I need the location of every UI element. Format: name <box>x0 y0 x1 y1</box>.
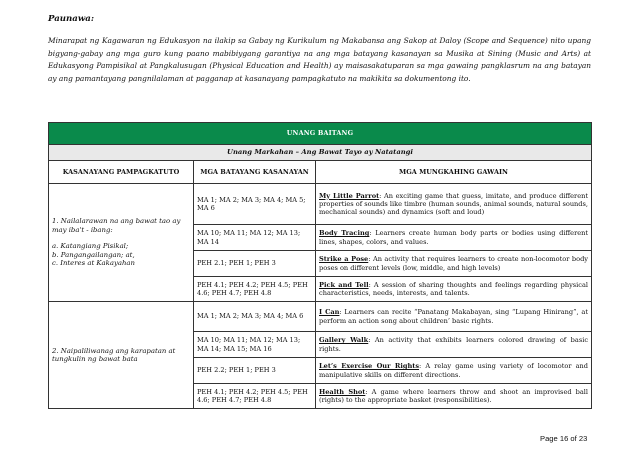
column-header-activities: MGA MUNGKAHING GAWAIN <box>316 161 592 184</box>
activity-title: I Can <box>319 308 340 317</box>
skill-codes-cell: MA 10; MA 11; MA 12; MA 13; MA 14; MA 15; MA 16 <box>194 332 316 358</box>
skill-codes-cell: MA 1; MA 2; MA 3; MA 4; MA 6 <box>194 302 316 332</box>
column-header-skills: MGA BATAYANG KASANAYAN <box>194 161 316 184</box>
activity-title: Gallery Walk <box>319 336 369 345</box>
activity-description: : Learners create human body parts or bodies using different lines, shapes, colors, and values. <box>319 229 589 246</box>
activity-description: : An activity that requires learners to create non-locomotor body poses on different levels (low, middle, and high levels) <box>319 255 589 272</box>
quarter-header-row <box>49 145 592 161</box>
page-number: Page 16 of 23 <box>540 434 588 443</box>
grade-title: UNANG BAITANG <box>49 123 592 145</box>
table-row <box>49 184 592 225</box>
skill-codes-cell: PEH 2.1; PEH 1; PEH 3 <box>194 251 316 277</box>
activity-title: Let’s Exercise Our Rights <box>319 362 420 371</box>
activity-cell <box>316 332 592 358</box>
activity-description: : A relay game using variety of locomotor and manipulative skills on different directions. <box>319 362 589 379</box>
activity-description: : A game where learners throw and shoot an improvised ball (rights) to the appropriate basket (responsibilities). <box>319 387 589 404</box>
table-row <box>49 302 592 332</box>
competency-table <box>48 122 592 409</box>
activity-description: : A session of sharing thoughts and feelings regarding physical characteristics, needs, interests, and talents. <box>319 280 589 297</box>
activity-cell <box>316 302 592 332</box>
competency-text: c. Interes at Kakayahan <box>52 259 135 268</box>
grade-header-row <box>49 123 592 145</box>
column-header-row <box>49 161 592 184</box>
competency-text: b. Pangangailangan; at, <box>52 250 135 259</box>
activity-description: : An activity that exhibits learners colored drawing of basic rights. <box>319 336 589 353</box>
note-paragraph: Minarapat ng Kagawaran ng Edukasyon na ilakip sa Gabay ng Kurikulum ng Makabansa ang Sakop at Daloy (Scope and Sequence) nito upang bigyang-gabay ang mga guro kung paano mabibiygang garantiya na ang mga batayang kasanayan sa Musika at Sining (Music and Arts) at Edukasyong Pampisikal at Pangkalusugan (Physical Education and Health) ay maisasakatuparan sa mga gawaing pangklasrum na ang batayan ay ang pamantayang pangnilalaman at pagganap at kasanayang pampagkatuto na makikita sa dokumentong ito. <box>48 36 591 83</box>
activity-title: Pick and Tell <box>319 280 369 289</box>
activity-title: Body Tracing <box>319 229 370 238</box>
competency-cell <box>49 184 194 302</box>
activity-title: Strike a Pose <box>319 255 369 264</box>
note-title: Paunawa: <box>48 14 95 24</box>
activity-cell <box>316 251 592 277</box>
competency-text: 2. Naipaliliwanag ang karapatan at tungkulin ng bawat bata <box>52 346 176 363</box>
activity-cell <box>316 384 592 409</box>
quarter-title: Unang Markahan – Ang Bawat Tayo ay Natatangi <box>49 145 592 161</box>
activity-title: Health Shot <box>319 387 366 396</box>
skill-codes-cell: PEH 2.2; PEH 1; PEH 3 <box>194 358 316 384</box>
activity-cell <box>316 184 592 225</box>
skill-codes-cell: PEH 4.1; PEH 4.2; PEH 4.5; PEH 4.6; PEH 4.7; PEH 4.8 <box>194 384 316 409</box>
skill-codes-cell: PEH 4.1; PEH 4.2; PEH 4.5; PEH 4.6; PEH 4.7; PEH 4.8 <box>194 277 316 302</box>
skill-codes-cell: MA 1; MA 2; MA 3; MA 4; MA 5; MA 6 <box>194 184 316 225</box>
activity-description: : Learners can recite “Panatang Makabayan, sing “Lupang Hinirang”, at perform an action song about children’ basic rights. <box>319 308 589 325</box>
skill-codes-cell: MA 10; MA 11; MA 12; MA 13; MA 14 <box>194 225 316 251</box>
competency-text: 1. Nailalarawan na ang bawat tao ay may iba't - ibang: <box>52 217 181 234</box>
activity-cell <box>316 358 592 384</box>
activity-cell <box>316 277 592 302</box>
column-header-competency: KASANAYANG PAMPAGKATUTO <box>49 161 194 184</box>
competency-cell <box>49 302 194 409</box>
activity-title: My Little Parrot <box>319 191 380 200</box>
competency-text: a. Katangiang Pisikal; <box>52 242 129 251</box>
activity-cell <box>316 225 592 251</box>
activity-description: : An exciting game that guess, imitate, and produce different properties of sounds like timbre (human sounds, animal sounds, natural sounds, mechanical sounds) and dynamics (soft and loud) <box>319 191 589 217</box>
